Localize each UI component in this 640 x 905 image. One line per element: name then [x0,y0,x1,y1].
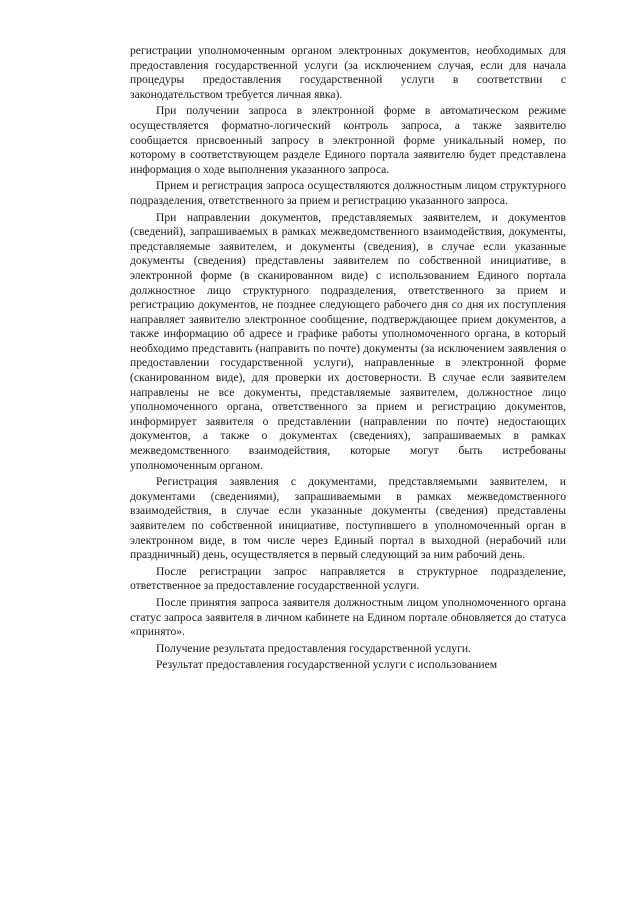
paragraph-after-registration: После регистрации запрос направляется в структурное подразделение, ответственное за предоставление государственной услуги. [130,564,566,593]
paragraph-reception-registration: Прием и регистрация запроса осуществляются должностным лицом структурного подразделения, ответственного за прием и регистрацию указанного запроса. [130,179,566,207]
document-body [130,44,566,675]
paragraph-result-heading: Получение результата предоставления государственной услуги. [156,641,471,655]
paragraph-electronic-request: При получении запроса в электронной форме в автоматическом режиме осуществляется форматно-логический контроль запроса, а также заявителю сообщается присвоенный запросу в электронной форме уникальный номер, по которому в соответствующем разделе Единого портала заявителю будет представлена информация о ходе выполнения указанного запроса. [130,104,566,176]
paragraph-result-start: Результат предоставления государственной услуги с использованием [156,658,498,672]
paragraph-application-registration: Регистрация заявления с документами, представляемыми заявителем, и документами (сведениями), запрашиваемыми в рамках межведомственного взаимодействия, в случае если указанные документы (сведения) представлены заявителем по собственной инициативе, поступившего в уполномоченный орган в электронном виде, в том числе через Единый портал в выходной (нерабочий или праздничный) день, осуществляется в первый следующий за ним рабочий день. [130,475,566,562]
paragraph-status-update: После принятия запроса заявителя должностным лицом уполномоченного органа статус запроса заявителя в личном кабинете на Едином портале обновляется до статуса «принято». [130,595,566,639]
paragraph-registration-continuation: регистрации уполномоченным органом электронных документов, необходимых для предоставления государственной услуги (за исключением случая, если для начала процедуры предоставления государственной услуги в соответствии с законодательством требуется личная явка). [130,44,566,101]
paragraph-document-submission: При направлении документов, представляемых заявителем, и документов (сведений), запрашиваемых в рамках межведомственного взаимодействия, документы, представляемые заявителем, и документы (сведения), в случае если указанные документы (сведения) представлены заявителем по собственной инициативе, в электронной форме (в сканированном виде) с использованием Единого портала должностное лицо структурного подразделения, ответственного за прием и регистрацию документов, не позднее следующего рабочего дня со дня их поступления направляет заявителю электронное сообщение, подтверждающее прием документов, а также информацию об адресе и графике работы уполномоченного органа, в который необходимо представить (направить по почте) документы (за исключением заявления о предоставлении государственной услуги), направленные в электронной форме (сканированном виде), для проверки их достоверности. В случае если заявителем направлены не все документы, представляемые заявителем, должностное лицо уполномоченного органа, ответственного за прием и регистрацию документов, информирует заявителя о представлении (направлении по почте) недостающих документов, а также о документах (сведениях), запрашиваемых в рамках межведомственного взаимодействия, которые могут быть истребованы уполномоченным органом. [130,210,566,472]
